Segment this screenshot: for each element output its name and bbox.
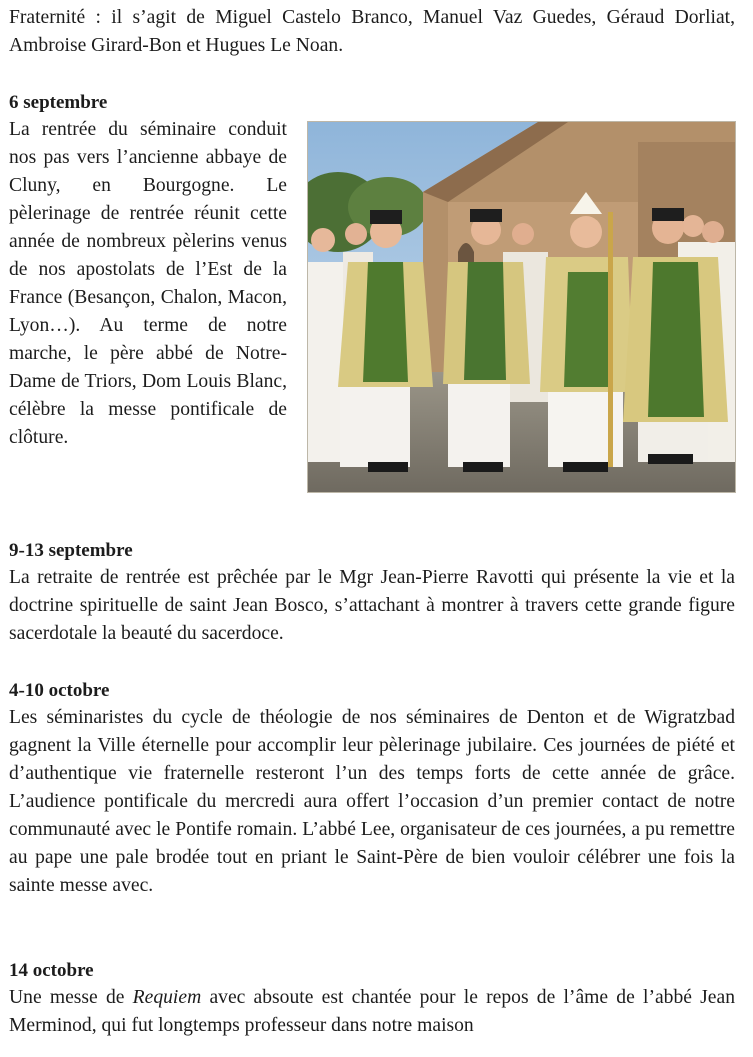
requiem-italic: Requiem bbox=[132, 987, 202, 1008]
entry-date-14-octobre: 14 octobre bbox=[9, 960, 94, 981]
entry-date-6-septembre: 6 septembre bbox=[9, 92, 108, 113]
group-photo-illustration bbox=[308, 122, 735, 492]
entry-date-9-13-septembre: 9-13 septembre bbox=[9, 540, 133, 561]
entry-text-6-septembre: La rentrée du séminaire conduit nos pas vers l’ancienne abbaye de Cluny, en Bourgogne. Le pèlerinage de rentrée réunit cette année de nombreux pèlerins venus de nos apostolats de l’Est de la France (Besançon, Chalon, Macon, Lyon…). Au terme de notre marche, le père abbé de Notre-Dame de Triors, Dom Louis Blanc, célèbre la messe pontificale de clôture. bbox=[9, 119, 287, 448]
entry-date-4-10-octobre: 4-10 octobre bbox=[9, 680, 110, 701]
group-photo bbox=[307, 121, 736, 493]
entry-text-14-octobre-end: avec absoute est chantée pour le repos de l’âme de l’abbé Jean Merminod, qui fut longtemps professeur dans notre maison bbox=[9, 987, 736, 1036]
entry-text-4-10-octobre: Les séminaristes du cycle de théologie de nos séminaires de Denton et de Wigratzbad gagnent la Ville éternelle pour accomplir leur pèlerinage jubilaire. Ces journées de piété et d’authentique vie fraternelle resteront l’un des temps forts de cette année de grâce. L’audience pontificale du mercredi aura offert l’occasion d’un premier contact de notre communauté avec le Pontife romain. L’abbé Lee, organisateur de ces journées, a pu remettre au pape une pale brodée tout en priant le Saint-Père de bien vouloir célébrer une fois la sainte messe avec. bbox=[9, 707, 735, 896]
intro-paragraph: Fraternité : il s’agit de Miguel Castelo Branco, Manuel Vaz Guedes, Géraud Dorliat, Ambroise Girard-Bon et Hugues Le Noan. bbox=[9, 7, 735, 56]
entry-text-9-13-septembre: La retraite de rentrée est prêchée par le Mgr Jean-Pierre Ravotti qui présente la vie et la doctrine spirituelle de saint Jean Bosco, s’attachant à montrer à travers cette grande figure sacerdotale la beauté du sacerdoce. bbox=[9, 567, 735, 644]
entry-text-14-octobre-start: Une messe de bbox=[9, 987, 133, 1008]
entry-text-14-octobre bbox=[9, 984, 735, 1040]
